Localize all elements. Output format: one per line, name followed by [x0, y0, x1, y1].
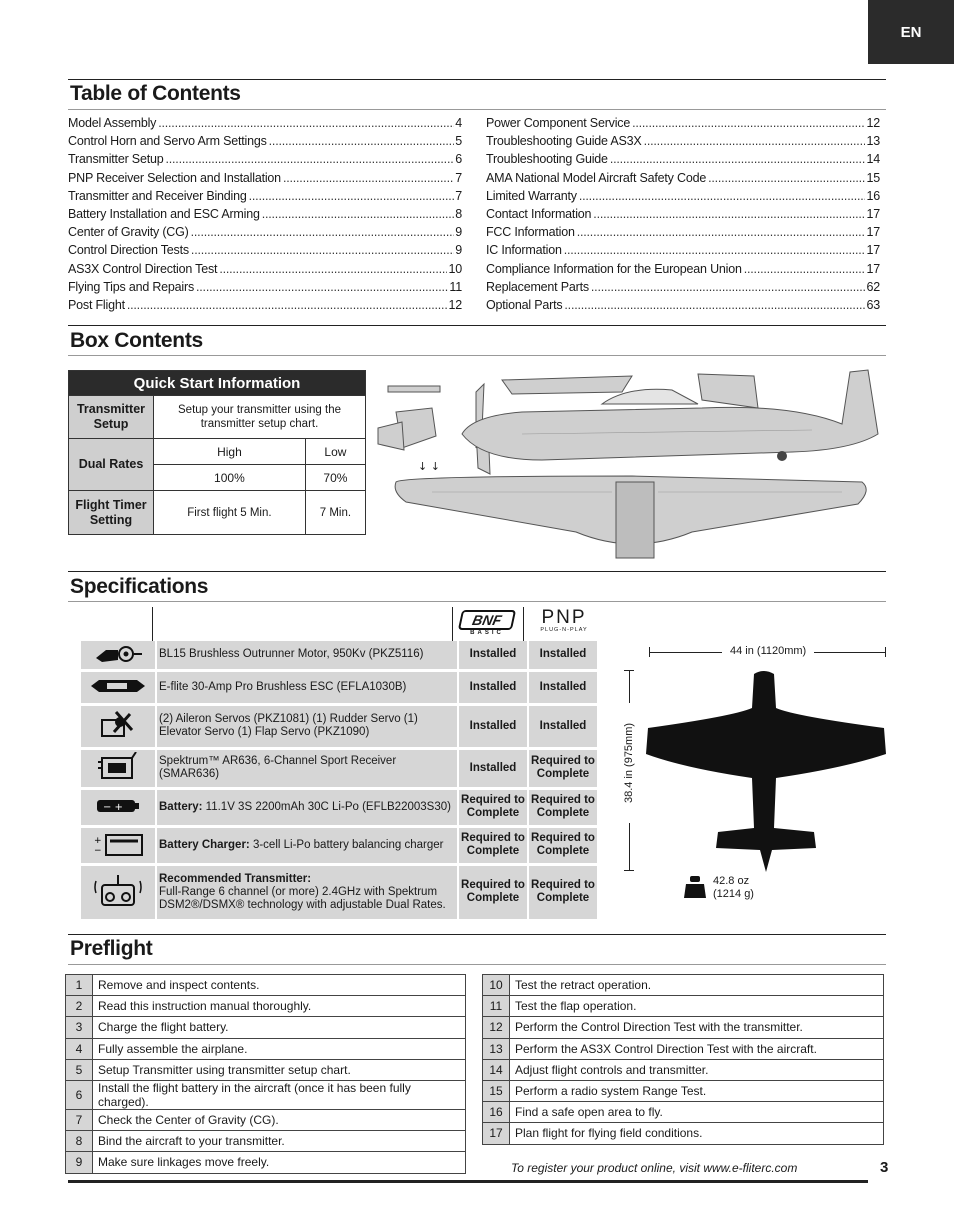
toc-entry-title: Troubleshooting Guide	[486, 152, 608, 167]
toc-entry-page: 13	[866, 134, 880, 149]
toc-entry-page: 9	[455, 225, 462, 240]
spec-desc-bold: Recommended Transmitter:	[159, 872, 312, 885]
preflight-step-number: 16	[483, 1102, 510, 1123]
toc-entry-title: Post Flight	[68, 297, 125, 312]
preflight-step-number: 15	[483, 1080, 510, 1101]
toc-entry[interactable]	[486, 280, 880, 298]
toc-entry-page: 11	[449, 279, 462, 294]
preflight-step-text: Perform the AS3X Control Direction Test with the aircraft.	[510, 1038, 884, 1059]
preflight-step-text: Perform a radio system Range Test.	[510, 1080, 884, 1101]
preflight-title: Preflight	[70, 937, 153, 960]
toc-leader	[219, 262, 447, 276]
divider	[68, 934, 886, 935]
spec-desc: E-flite 30-Amp Pro Brushless ESC (EFLA1030B)	[156, 670, 458, 704]
toc-leader	[564, 243, 866, 257]
preflight-step-text: Setup Transmitter using transmitter setup chart.	[93, 1059, 466, 1080]
toc-entry-title: Power Component Service	[486, 116, 631, 130]
flight-timer-value: 7 Min.	[305, 491, 365, 535]
svg-text:− +: − +	[103, 801, 123, 813]
preflight-step-number: 2	[66, 996, 93, 1017]
spec-desc	[156, 788, 458, 826]
preflight-row	[66, 996, 466, 1017]
specifications-title: Specifications	[70, 575, 209, 598]
wingspan-label: 44 in (1120mm)	[722, 645, 814, 657]
toc-entry[interactable]	[486, 262, 880, 280]
toc-leader	[610, 152, 866, 166]
toc-right-column	[486, 116, 880, 316]
spec-desc: (2) Aileron Servos (PKZ1081) (1) Rudder Servo (1) Elevator Servo (1) Flap Servo (PKZ1090)	[156, 704, 458, 748]
spec-bnf: Installed	[458, 704, 528, 748]
box-contents-airplane-illustration	[372, 364, 886, 568]
toc-entry-page: 63	[866, 297, 880, 312]
toc-entry-title: AMA National Model Aircraft Safety Code	[486, 170, 707, 185]
spec-pnp: Installed	[528, 641, 597, 670]
preflight-step-number: 10	[483, 975, 510, 996]
preflight-row	[66, 1109, 466, 1130]
preflight-step-text: Fully assemble the airplane.	[93, 1038, 466, 1059]
preflight-row	[483, 996, 884, 1017]
dual-rates-low: Low	[305, 439, 365, 465]
spec-pnp: Installed	[528, 704, 597, 748]
spec-desc	[156, 826, 458, 864]
preflight-row	[66, 975, 466, 996]
divider	[68, 601, 886, 602]
svg-text:+: +	[94, 835, 102, 846]
toc-entry[interactable]	[486, 243, 880, 261]
preflight-row	[483, 1038, 884, 1059]
preflight-step-number: 17	[483, 1123, 510, 1144]
preflight-step-text: Test the retract operation.	[510, 975, 884, 996]
spec-pnp: Required to Complete	[528, 788, 597, 826]
toc-leader	[249, 189, 455, 203]
quick-start-header: Quick Start Information	[69, 371, 366, 396]
preflight-row	[483, 1123, 884, 1144]
preflight-step-text: Adjust flight controls and transmitter.	[510, 1059, 884, 1080]
toc-entry-page: 5	[455, 134, 462, 149]
footer-bar	[68, 1180, 868, 1183]
toc-entry-title: Model Assembly	[68, 116, 157, 130]
preflight-step-text: Install the flight battery in the aircraft (once it has been fully charged).	[93, 1080, 466, 1109]
preflight-step-text: Test the flap operation.	[510, 996, 884, 1017]
preflight-row	[66, 1131, 466, 1152]
toc-entry[interactable]	[486, 225, 880, 243]
page-number: 3	[880, 1159, 889, 1176]
divider	[523, 607, 524, 641]
divider	[452, 607, 453, 641]
bnf-logo-text: BNF	[458, 610, 516, 630]
preflight-step-text: Remove and inspect contents.	[93, 975, 466, 996]
preflight-step-text: Charge the flight battery.	[93, 1017, 466, 1038]
preflight-step-text: Perform the Control Direction Test with the transmitter.	[510, 1017, 884, 1038]
preflight-step-number: 3	[66, 1017, 93, 1038]
spec-bnf: Installed	[458, 670, 528, 704]
toc-leader	[283, 171, 454, 185]
transmitter-setup-value: Setup your transmitter using the transmitter setup chart.	[154, 396, 366, 439]
toc-entry[interactable]	[68, 116, 462, 134]
dual-rates-label: Dual Rates	[69, 439, 154, 491]
toc-entry[interactable]	[68, 280, 462, 298]
transmitter-icon	[81, 864, 156, 920]
spec-pnp: Required to Complete	[528, 826, 597, 864]
toc-entry-page: 17	[866, 225, 880, 240]
language-tab: EN	[868, 0, 954, 64]
divider	[68, 571, 886, 572]
toc-entry[interactable]	[68, 189, 462, 207]
toc-entry[interactable]	[68, 262, 462, 280]
toc-entry-page: 16	[866, 188, 880, 203]
spec-pnp: Required to Complete	[528, 864, 597, 920]
preflight-row	[483, 1080, 884, 1101]
toc-leader	[564, 298, 865, 312]
pnp-logo	[532, 609, 596, 635]
preflight-table-left	[65, 974, 466, 1174]
preflight-row	[483, 975, 884, 996]
pnp-sub-text: PLUG-N-PLAY	[540, 627, 588, 633]
preflight-step-number: 11	[483, 996, 510, 1017]
toc-entry-title: Center of Gravity (CG)	[68, 225, 189, 240]
bnf-basic-logo	[460, 610, 514, 636]
toc-entry-title: Battery Installation and ESC Arming	[68, 206, 260, 221]
dual-rates-high: High	[154, 439, 306, 465]
toc-entry[interactable]	[486, 152, 880, 170]
toc-leader	[196, 280, 448, 294]
spec-desc-text: 3-cell Li-Po battery balancing charger	[249, 838, 444, 851]
toc-leader	[632, 116, 865, 130]
spec-bnf: Installed	[458, 748, 528, 788]
toc-leader	[591, 280, 866, 294]
spec-desc-bold: Battery Charger:	[159, 838, 250, 851]
toc-entry-title: Transmitter and Receiver Binding	[68, 188, 247, 203]
toc-entry[interactable]	[68, 152, 462, 170]
toc-entry[interactable]	[68, 134, 462, 152]
dual-rates-high-value: 100%	[154, 465, 306, 491]
preflight-row	[66, 1080, 466, 1109]
preflight-row	[66, 1152, 466, 1173]
toc-entry-page: 8	[455, 206, 462, 221]
preflight-step-number: 8	[66, 1131, 93, 1152]
preflight-step-text: Bind the aircraft to your transmitter.	[93, 1131, 466, 1152]
spec-desc-bold: Battery:	[159, 800, 203, 813]
toc-entry-title: FCC Information	[486, 225, 575, 240]
toc-leader	[191, 243, 454, 257]
toc-entry[interactable]	[486, 189, 880, 207]
toc-entry-title: Compliance Information for the European Union	[486, 261, 742, 276]
toc-leader	[262, 207, 455, 221]
toc-entry-page: 15	[866, 170, 880, 185]
register-note: To register your product online, visit www.e-fliterc.com	[511, 1161, 798, 1175]
svg-text:−: −	[94, 845, 102, 856]
bnf-basic-text: BASIC	[470, 630, 504, 636]
dual-rates-low-value: 70%	[305, 465, 365, 491]
toc-leader	[158, 116, 454, 130]
spec-bnf: Required to Complete	[458, 788, 528, 826]
toc-entry-page: 6	[455, 152, 462, 167]
toc-entry-title: Limited Warranty	[486, 188, 577, 203]
flight-timer-label: Flight Timer Setting	[69, 491, 154, 535]
box-contents-title: Box Contents	[70, 329, 203, 352]
toc-entry-title: Flying Tips and Repairs	[68, 279, 195, 294]
toc-entry[interactable]	[486, 171, 880, 189]
servo-icon	[81, 704, 156, 748]
preflight-step-text: Read this instruction manual thoroughly.	[93, 996, 466, 1017]
divider	[68, 325, 886, 326]
toc-entry-title: Control Horn and Servo Arm Settings	[68, 134, 267, 149]
spec-bnf: Required to Complete	[458, 826, 528, 864]
toc-entry-title: Contact Information	[486, 206, 592, 221]
toc-entry-page: 12	[866, 116, 880, 130]
toc-entry[interactable]	[486, 207, 880, 225]
spec-desc: Spektrum™ AR636, 6-Channel Sport Receiver (SMAR636)	[156, 748, 458, 788]
toc-entry[interactable]	[68, 225, 462, 243]
divider	[68, 355, 886, 356]
preflight-row	[483, 1017, 884, 1038]
preflight-step-number: 5	[66, 1059, 93, 1080]
preflight-step-number: 12	[483, 1017, 510, 1038]
toc-leader	[593, 207, 865, 221]
toc-entry-title: PNP Receiver Selection and Installation	[68, 170, 281, 185]
toc-leader	[644, 134, 866, 148]
preflight-step-number: 14	[483, 1059, 510, 1080]
toc-entry-page: 9	[455, 243, 462, 258]
toc-leader	[127, 298, 448, 312]
toc-entry-title: Transmitter Setup	[68, 152, 164, 167]
weight-g: (1214 g)	[713, 888, 754, 900]
toc-entry[interactable]	[68, 298, 462, 316]
toc-leader	[269, 134, 455, 148]
preflight-step-number: 13	[483, 1038, 510, 1059]
svg-text:↓ ↓: ↓ ↓	[418, 460, 440, 473]
spec-desc-text: Full-Range 6 channel (or more) 2.4GHz with Spektrum DSM2®/DSMX® technology with adjustable Dual Rates.	[159, 885, 446, 911]
preflight-row	[66, 1038, 466, 1059]
toc-entry-page: 17	[866, 243, 880, 258]
preflight-row	[66, 1059, 466, 1080]
specifications-table	[81, 641, 597, 922]
toc-leader	[579, 189, 866, 203]
toc-entry-page: 62	[866, 279, 880, 294]
preflight-step-number: 7	[66, 1109, 93, 1130]
toc-entry-page: 17	[866, 261, 880, 276]
divider	[68, 79, 886, 80]
preflight-row	[483, 1102, 884, 1123]
receiver-icon	[81, 748, 156, 788]
spec-bnf: Required to Complete	[458, 864, 528, 920]
transmitter-setup-label: Transmitter Setup	[69, 396, 154, 439]
weight-icon	[684, 876, 706, 900]
toc-entry-title: Optional Parts	[486, 297, 563, 312]
toc-leader	[165, 152, 454, 166]
toc-entry-title: AS3X Control Direction Test	[68, 261, 218, 276]
toc-entry-page: 7	[455, 188, 462, 203]
preflight-step-text: Make sure linkages move freely.	[93, 1152, 466, 1173]
esc-icon	[81, 670, 156, 704]
weight-label	[713, 875, 754, 901]
toc-title: Table of Contents	[70, 82, 241, 105]
battery-icon	[81, 788, 156, 826]
toc-entry[interactable]	[68, 243, 462, 261]
toc-entry[interactable]	[486, 116, 880, 134]
toc-entry-page: 7	[455, 170, 462, 185]
wingspan-tick	[649, 647, 650, 657]
toc-entry[interactable]	[486, 298, 880, 316]
preflight-step-number: 1	[66, 975, 93, 996]
toc-entry-title: Control Direction Tests	[68, 243, 189, 258]
spec-desc	[156, 864, 458, 920]
preflight-table-right	[482, 974, 884, 1145]
toc-leader	[744, 262, 866, 276]
toc-entry-page: 17	[866, 206, 880, 221]
toc-entry[interactable]	[68, 171, 462, 189]
airplane-silhouette	[644, 668, 888, 880]
toc-left-column	[68, 116, 462, 316]
toc-leader	[708, 171, 865, 185]
preflight-step-number: 4	[66, 1038, 93, 1059]
length-label: 38.4 in (975mm)	[623, 703, 637, 823]
preflight-row	[483, 1059, 884, 1080]
spec-desc: BL15 Brushless Outrunner Motor, 950Kv (PKZ5116)	[156, 641, 458, 670]
wingspan-tick	[885, 647, 886, 657]
toc-entry-page: 14	[866, 152, 880, 167]
toc-entry-title: IC Information	[486, 243, 562, 258]
preflight-row	[66, 1017, 466, 1038]
length-tick	[624, 870, 634, 871]
divider	[152, 607, 153, 641]
preflight-step-text: Find a safe open area to fly.	[510, 1102, 884, 1123]
spec-desc-text: 11.1V 3S 2200mAh 30C Li-Po (EFLB22003S30)	[202, 800, 451, 813]
toc-entry[interactable]	[486, 134, 880, 152]
toc-entry-page: 10	[448, 261, 462, 276]
weight-oz: 42.8 oz	[713, 875, 750, 887]
toc-entry-title: Troubleshooting Guide AS3X	[486, 134, 642, 149]
spec-pnp: Installed	[528, 670, 597, 704]
preflight-step-text: Plan flight for flying field conditions.	[510, 1123, 884, 1144]
spec-pnp: Required to Complete	[528, 748, 597, 788]
preflight-step-number: 9	[66, 1152, 93, 1173]
pnp-logo-text: PNP	[541, 607, 587, 628]
spec-bnf: Installed	[458, 641, 528, 670]
preflight-step-text: Check the Center of Gravity (CG).	[93, 1109, 466, 1130]
motor-icon	[81, 641, 156, 670]
toc-entry[interactable]	[68, 207, 462, 225]
preflight-step-number: 6	[66, 1080, 93, 1109]
toc-leader	[577, 225, 866, 239]
divider	[68, 109, 886, 110]
length-tick	[624, 670, 634, 671]
toc-leader	[191, 225, 455, 239]
toc-entry-page: 12	[448, 297, 462, 312]
quick-start-table	[68, 370, 366, 535]
divider	[68, 964, 886, 965]
toc-entry-page: 4	[455, 116, 462, 130]
toc-entry-title: Replacement Parts	[486, 279, 589, 294]
charger-icon	[81, 826, 156, 864]
flight-timer-first: First flight 5 Min.	[154, 491, 306, 535]
